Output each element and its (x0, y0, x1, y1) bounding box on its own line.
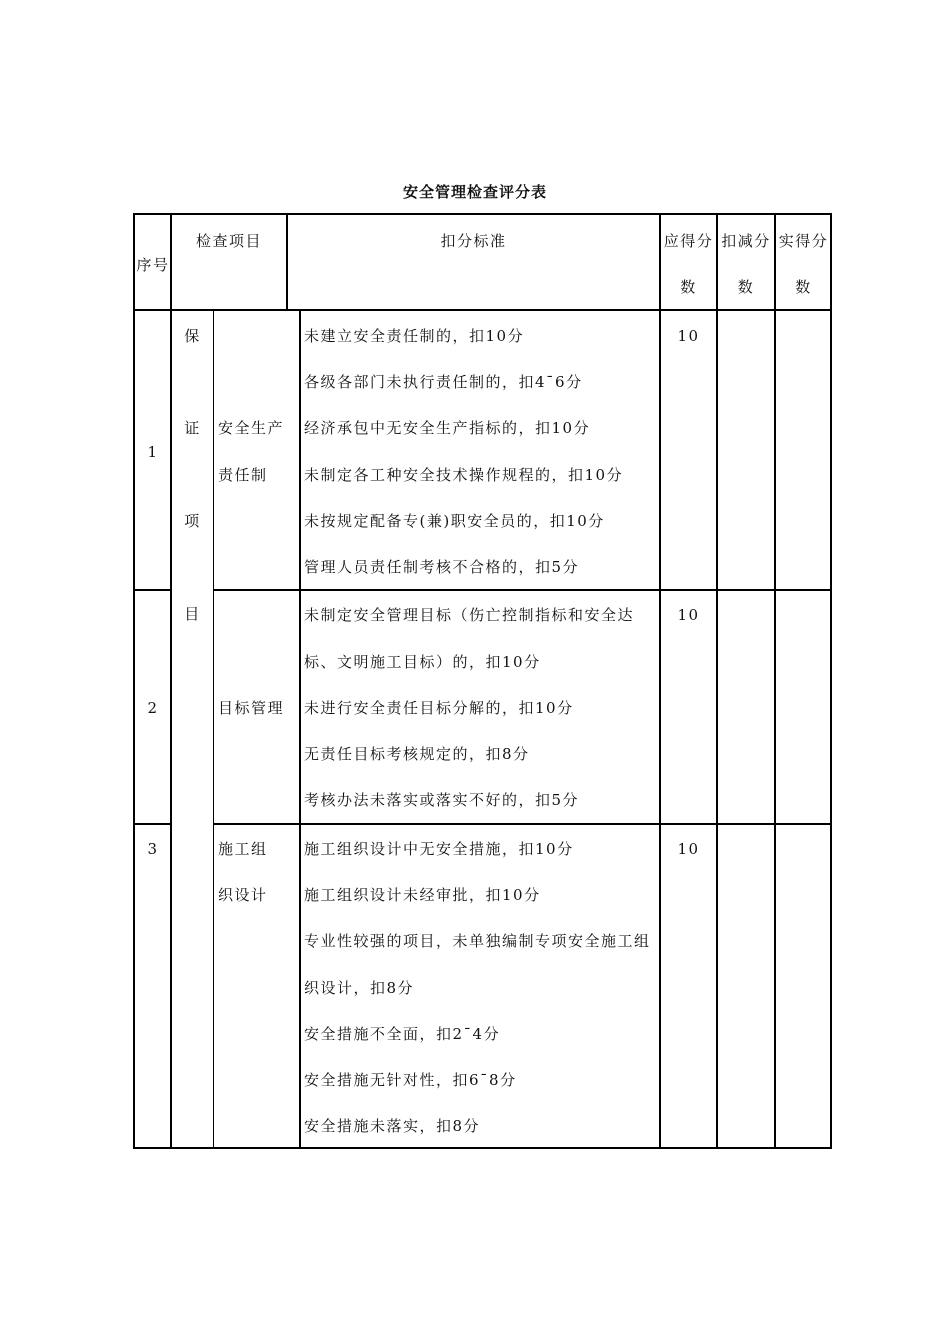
header-deduct-score: 扣减分 (721, 232, 771, 250)
row-item: 责任制 (218, 466, 268, 484)
header-standard: 扣分标准 (440, 232, 507, 250)
table-frame (133, 213, 832, 1149)
category-char: 项 (184, 512, 201, 530)
row-score: 10 (677, 840, 700, 858)
header-item: 检查项目 (195, 232, 262, 250)
col-divider (659, 215, 661, 1148)
row-item: 目标管理 (218, 699, 285, 717)
standard-line: 考核办法未落实或落实不好的，扣5分 (304, 791, 580, 809)
standard-line: 无责任目标考核规定的，扣8分 (304, 745, 530, 763)
standard-line: 未制定各工种安全技术操作规程的，扣10分 (304, 466, 624, 484)
row-score: 10 (677, 327, 700, 345)
col-divider (286, 215, 288, 310)
row-item: 织设计 (218, 886, 268, 904)
standard-line: 施工组织设计未经审批，扣10分 (304, 886, 541, 904)
standard-line: 未进行安全责任目标分解的，扣10分 (304, 699, 574, 717)
row-seq: 1 (147, 443, 159, 461)
row-seq: 3 (147, 840, 159, 858)
standard-line: 各级各部门未执行责任制的，扣4¯6分 (304, 373, 583, 391)
row-divider (135, 823, 171, 825)
standard-line: 经济承包中无安全生产指标的，扣10分 (304, 419, 591, 437)
header-due-score: 数 (680, 278, 697, 296)
standard-line: 专业性较强的项目，未单独编制专项安全施工组 (304, 932, 651, 950)
row-divider (135, 309, 831, 311)
standard-line: 管理人员责任制考核不合格的，扣5分 (304, 558, 580, 576)
standard-line: 安全措施不全面，扣2¯4分 (304, 1025, 501, 1043)
row-divider (213, 589, 831, 591)
col-divider (170, 215, 172, 1148)
standard-line: 施工组织设计中无安全措施，扣10分 (304, 840, 574, 858)
row-item: 施工组 (218, 840, 268, 858)
col-divider (774, 215, 776, 1148)
col-divider (213, 310, 214, 1148)
category-char: 目 (184, 605, 201, 623)
standard-line: 未制定安全管理目标（伤亡控制指标和安全达 (304, 606, 635, 624)
header-actual-score: 数 (795, 278, 812, 296)
row-item: 安全生产 (218, 419, 285, 437)
header-seq: 序号 (136, 256, 170, 274)
standard-line: 安全措施无针对性，扣6¯8分 (304, 1071, 517, 1089)
standard-line: 织设计，扣8分 (304, 979, 415, 997)
standard-line: 标、文明施工目标）的，扣10分 (304, 653, 541, 671)
header-deduct-score: 数 (737, 278, 755, 296)
category-char: 保 (184, 327, 201, 345)
standard-line: 未建立安全责任制的，扣10分 (304, 327, 525, 345)
row-divider (213, 823, 831, 825)
standard-line: 安全措施未落实，扣8分 (304, 1117, 481, 1135)
page-title: 安全管理检查评分表 (402, 183, 547, 201)
standard-line: 未按规定配备专(兼)职安全员的，扣10分 (304, 512, 605, 530)
col-divider (299, 310, 301, 1148)
col-divider (716, 215, 718, 1148)
row-score: 10 (677, 606, 700, 624)
header-actual-score: 实得分 (778, 232, 829, 250)
category-char: 证 (184, 419, 201, 437)
header-due-score: 应得分 (663, 232, 714, 250)
row-divider (135, 589, 171, 591)
row-seq: 2 (147, 699, 159, 717)
